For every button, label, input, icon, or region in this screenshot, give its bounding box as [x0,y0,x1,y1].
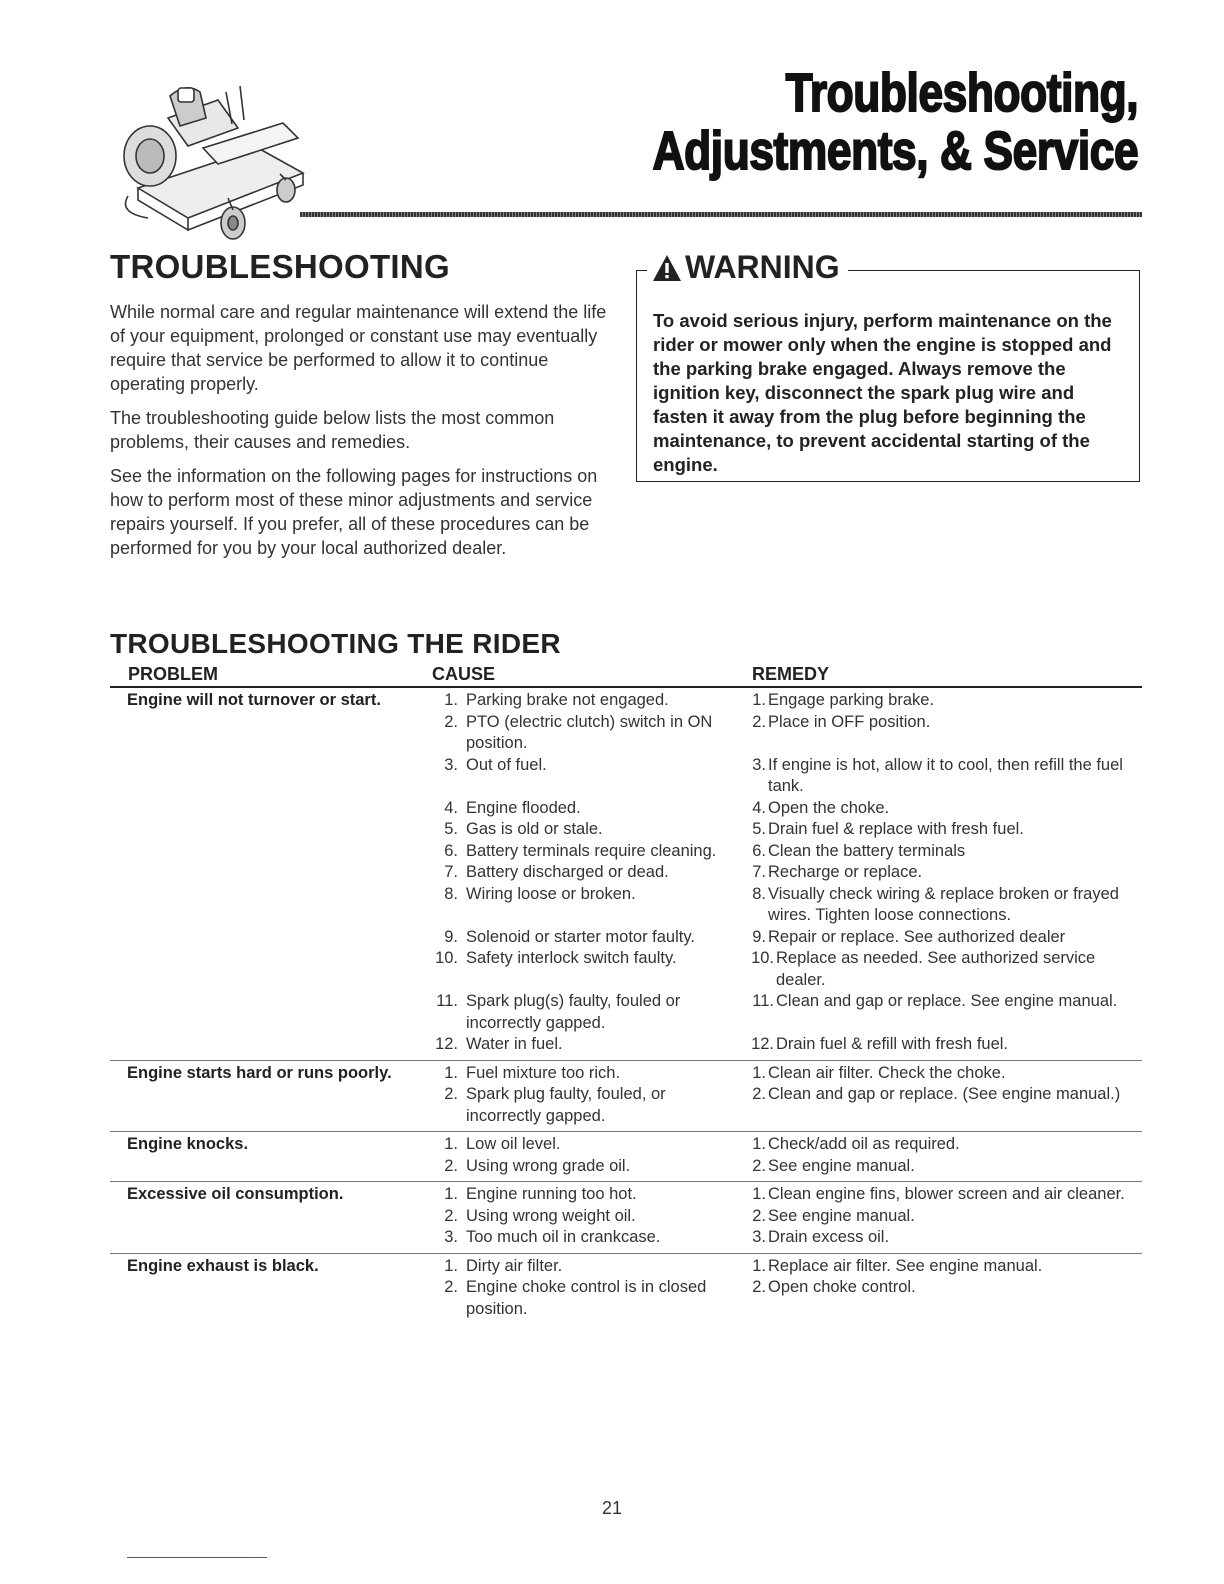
remedy-text: Place in OFF position. [768,712,931,731]
cause-number: 3. [444,1228,458,1246]
cause-number: 2. [444,1278,458,1296]
cause-cell [432,690,748,712]
cause-number: 6. [444,841,458,860]
remedy-cell [748,1156,1142,1178]
remedy-cell [748,1277,1142,1320]
remedy-text: Repair or replace. See authorized dealer [768,927,1066,946]
cause-cell [432,1256,748,1278]
problem-cell [110,1277,432,1320]
cause-cell [432,1227,748,1249]
table-row [110,1084,1142,1127]
cause-text: Out of fuel. [466,755,547,774]
cause-cell [432,1084,748,1127]
footer-link-line [127,1557,267,1558]
remedy-cell [748,690,1142,712]
remedy-number: 7. [752,863,766,881]
remedy-text: Clean and gap or replace. (See engine manual.) [768,1085,1121,1103]
title-rule [300,212,1142,217]
problem-cell [110,1227,432,1249]
warning-box [636,249,1140,482]
remedy-number: 2. [752,1278,766,1296]
remedy-cell [748,991,1142,1034]
remedy-number: 4. [752,798,766,817]
remedy-text: Drain excess oil. [768,1228,890,1246]
remedy-cell [748,1084,1142,1127]
cause-text: Solenoid or starter motor faulty. [466,927,695,946]
cause-cell [432,1156,748,1178]
remedy-number: 2. [752,1085,766,1103]
cause-cell [432,712,748,755]
remedy-cell [748,1063,1142,1085]
problem-group [110,1061,1142,1133]
problem-cell: Excessive oil consumption. [127,1185,344,1203]
problem-group [110,1254,1142,1325]
cause-number: 1. [444,1256,458,1275]
table-row [110,798,1142,820]
remedy-number: 12. [751,1035,774,1053]
column-header-cause: CAUSE [432,664,496,684]
cause-number: 2. [444,1156,458,1175]
table-row [110,948,1142,991]
table-row [110,1034,1142,1056]
cause-number: 1. [444,1185,458,1203]
cause-text: Battery terminals require cleaning. [466,841,717,860]
table-row [110,1256,1142,1278]
remedy-cell [748,1034,1142,1056]
remedy-text: Drain fuel & replace with fresh fuel. [768,820,1024,838]
cause-text: Dirty air filter. [466,1256,563,1275]
remedy-number: 1. [752,1063,766,1082]
remedy-text: Clean engine fins, blower screen and air cleaner. [768,1185,1125,1203]
cause-text: Fuel mixture too rich. [466,1063,621,1082]
column-header-problem: PROBLEM [128,664,218,684]
cause-text: Engine choke control is in closed position. [466,1278,707,1318]
problem-cell [110,712,432,755]
remedy-text: See engine manual. [768,1206,915,1225]
cause-text: Water in fuel. [466,1035,563,1053]
warning-triangle-icon [651,253,683,283]
remedy-text: Check/add oil as required. [768,1135,960,1153]
warning-label: WARNING [685,249,840,285]
remedy-number: 1. [752,1135,766,1153]
remedy-cell [748,819,1142,841]
remedy-text: Clean and gap or replace. See engine manual. [776,992,1118,1010]
cause-number: 12. [435,1035,458,1053]
problem-cell: Engine will not turnover or start. [127,691,381,709]
cause-cell [432,862,748,884]
remedy-cell [748,841,1142,863]
cause-text: Gas is old or stale. [466,820,603,838]
page-title [652,64,1138,180]
warning-text: To avoid serious injury, perform maintenance on the rider or mower only when the engine is stopped and the parking brake engaged. Always remove the ignition key, disconnect the spark plug wire and fasten it away from the plug before beginning the maintenance, to prevent accidental starting of the engine. [653,310,1112,475]
cause-cell [432,991,748,1034]
intro-paragraph: See the information on the following pages for instructions on how to perform most of these minor adjustments and service repairs yourself. If you prefer, all of these procedures can be performed for you by your local authorized dealer. [110,466,598,558]
remedy-text: See engine manual. [768,1156,915,1175]
problem-cell [110,1156,432,1178]
cause-cell [432,819,748,841]
remedy-number: 3. [752,755,766,774]
remedy-number: 3. [752,1228,766,1246]
table-row [110,1063,1142,1085]
rider-table-heading: TROUBLESHOOTING THE RIDER [110,628,561,659]
remedy-text: Recharge or replace. [768,863,923,881]
remedy-cell [748,712,1142,755]
remedy-cell [748,1184,1142,1206]
cause-text: Engine flooded. [466,798,581,817]
troubleshooting-intro [110,300,620,570]
problem-cell [110,755,432,798]
cause-text: Safety interlock switch faulty. [466,949,677,967]
remedy-cell [748,798,1142,820]
page-title-line2: Adjustments, & Service [652,121,1138,181]
remedy-cell [748,948,1142,991]
cause-text: Too much oil in crankcase. [466,1228,661,1246]
table-row [110,755,1142,798]
cause-number: 1. [444,1063,458,1082]
remedy-number: 2. [752,1206,766,1225]
problem-cell: Engine starts hard or runs poorly. [127,1063,392,1082]
cause-cell [432,755,748,798]
problem-cell [110,819,432,841]
remedy-cell [748,927,1142,949]
remedy-text: Replace air filter. See engine manual. [768,1256,1043,1275]
remedy-number: 9. [752,927,766,946]
table-row [110,884,1142,927]
cause-text: Parking brake not engaged. [466,691,669,709]
remedy-text: Replace as needed. See authorized service dealer. [776,949,1096,989]
remedy-cell [748,884,1142,927]
remedy-number: 1. [752,1256,766,1275]
problem-group [110,688,1142,1061]
table-row [110,1156,1142,1178]
problem-cell: Engine knocks. [127,1135,249,1153]
table-row [110,1184,1142,1206]
problem-cell: Engine exhaust is black. [127,1256,319,1275]
cause-number: 10. [435,949,458,967]
table-row [110,712,1142,755]
cause-number: 1. [444,691,458,709]
table-row [110,841,1142,863]
problem-group [110,1182,1142,1254]
cause-number: 1. [444,1135,458,1153]
cause-text: Low oil level. [466,1135,561,1153]
remedy-text: Open the choke. [768,798,890,817]
table-row [110,991,1142,1034]
cause-number: 11. [436,992,458,1010]
problem-cell [110,948,432,991]
cause-cell [432,1184,748,1206]
cause-cell [432,1206,748,1228]
cause-number: 9. [444,927,458,946]
problem-cell [110,1034,432,1056]
cause-cell [432,798,748,820]
cause-cell [432,1034,748,1056]
page-number: 21 [601,1498,623,1518]
remedy-number: 2. [752,712,766,731]
remedy-number: 10. [751,949,774,967]
cause-text: Spark plug faulty, fouled, or incorrectly gapped. [466,1085,666,1125]
remedy-cell [748,862,1142,884]
cause-cell [432,1134,748,1156]
cause-text: Battery discharged or dead. [466,863,669,881]
cause-cell [432,841,748,863]
cause-number: 8. [444,884,458,903]
cause-number: 7. [444,863,458,881]
remedy-text: If engine is hot, allow it to cool, then refill the fuel tank. [768,755,1123,795]
table-row [110,1227,1142,1249]
intro-paragraph: While normal care and regular maintenance will extend the life of your equipment, prolonged or constant use may eventually require that service be performed to allow it to continue operating properly. [110,302,607,394]
cause-number: 4. [444,798,458,817]
remedy-cell [748,1134,1142,1156]
problem-cell [110,1084,432,1127]
page-title-line1: Troubleshooting, [785,63,1138,123]
table-row [110,690,1142,712]
column-header-remedy: REMEDY [752,664,830,684]
cause-cell [432,1063,748,1085]
remedy-text: Engage parking brake. [768,691,935,709]
problem-cell [110,841,432,863]
cause-cell [432,927,748,949]
table-row [110,1134,1142,1156]
cause-number: 3. [444,755,458,774]
intro-paragraph: The troubleshooting guide below lists the most common problems, their causes and remedies. [110,408,555,452]
cause-number: 5. [444,820,458,838]
problem-cell [110,927,432,949]
troubleshooting-table [110,688,1142,1324]
remedy-cell [748,1227,1142,1249]
problem-cell [110,862,432,884]
remedy-text: Clean the battery terminals [768,841,966,860]
remedy-number: 5. [752,820,766,838]
table-row [110,1277,1142,1320]
remedy-number: 11. [752,992,774,1010]
cause-text: Engine running too hot. [466,1185,637,1203]
table-row [110,927,1142,949]
problem-cell [110,884,432,927]
remedy-cell [748,755,1142,798]
problem-cell [110,991,432,1034]
problem-group [110,1132,1142,1182]
troubleshooting-heading: TROUBLESHOOTING [110,248,450,285]
cause-number: 2. [444,712,458,731]
cause-cell [432,948,748,991]
remedy-text: Visually check wiring & replace broken or frayed wires. Tighten loose connections. [768,884,1119,924]
table-row [110,862,1142,884]
remedy-number: 2. [752,1156,766,1175]
remedy-number: 1. [752,691,766,709]
cause-number: 2. [444,1206,458,1225]
cause-text: Using wrong grade oil. [466,1156,631,1175]
cause-cell [432,884,748,927]
remedy-cell [748,1256,1142,1278]
table-row [110,1206,1142,1228]
cause-cell [432,1277,748,1320]
remedy-text: Clean air filter. Check the choke. [768,1063,1006,1082]
zero-turn-mower-illustration [108,78,308,258]
cause-number: 2. [444,1085,458,1103]
remedy-cell [748,1206,1142,1228]
remedy-text: Drain fuel & refill with fresh fuel. [776,1035,1009,1053]
problem-cell [110,1206,432,1228]
table-row [110,819,1142,841]
cause-text: Wiring loose or broken. [466,884,636,903]
remedy-text: Open choke control. [768,1278,916,1296]
cause-text: PTO (electric clutch) switch in ON position. [466,712,713,752]
warning-header [647,249,848,286]
problem-cell [110,798,432,820]
cause-text: Using wrong weight oil. [466,1206,636,1225]
remedy-number: 8. [752,884,766,903]
remedy-number: 1. [752,1185,766,1203]
cause-text: Spark plug(s) faulty, fouled or incorrectly gapped. [466,992,681,1032]
remedy-number: 6. [752,841,766,860]
